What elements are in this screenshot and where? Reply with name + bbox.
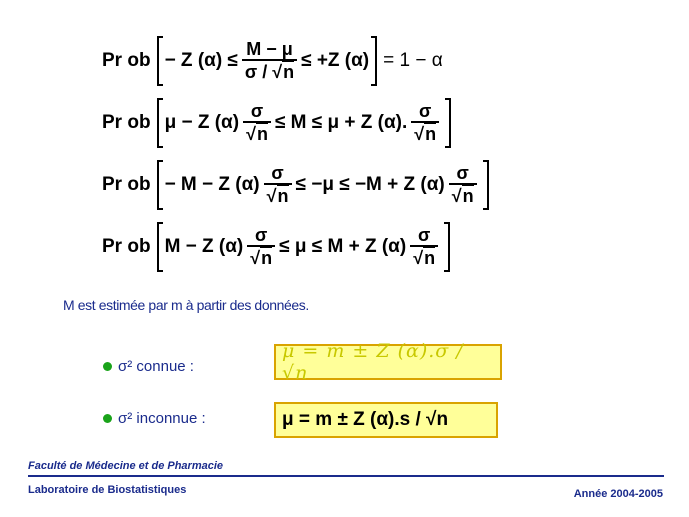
fraction [264, 163, 292, 207]
sqrt-symbol: √ [272, 62, 283, 82]
sqrt-radicand: n [256, 124, 268, 144]
known-variance-formula: μ = m ± Z (α).σ / √n [274, 344, 502, 380]
known-variance-label: σ² connue : [118, 358, 194, 375]
fraction [243, 101, 271, 145]
eq-mid: ≤ M ≤ μ + Z (α). [274, 112, 408, 133]
numerator: σ [419, 101, 432, 121]
numerator: σ [250, 101, 264, 121]
sqrt-symbol: √ [451, 186, 462, 206]
sqrt-radicand: n [261, 248, 273, 268]
eq-left: − M − Z (α) [164, 174, 260, 195]
sqrt-symbol: √ [250, 248, 261, 268]
unknown-variance-formula: μ = m ± Z (α).s / √n [274, 402, 498, 438]
sqrt-radicand: n [277, 186, 289, 206]
denominator [410, 245, 438, 269]
unknown-variance-label: σ² inconnue : [118, 410, 206, 427]
eq-right: ≤ +Z (α) [301, 50, 370, 71]
bracket [157, 98, 452, 148]
known-variance-row [103, 358, 194, 375]
fraction [242, 39, 297, 83]
footer-divider [28, 475, 664, 477]
equation-2 [102, 95, 457, 151]
eq-left: μ − Z (α) [164, 112, 240, 133]
faculty-label: Faculté de Médecine et de Pharmacie [28, 460, 224, 472]
denominator [243, 121, 271, 145]
sqrt-n [272, 61, 294, 83]
prob-label: Pr ob [102, 112, 151, 133]
denominator [411, 121, 439, 145]
prob-label: Pr ob [102, 236, 151, 257]
bracket [157, 222, 451, 272]
year-label: Année 2004-2005 [573, 488, 663, 500]
bullet-icon [103, 362, 112, 371]
sqrt-radicand: n [283, 62, 295, 82]
sqrt-symbol: √ [246, 124, 256, 144]
prob-label: Pr ob [102, 50, 151, 71]
estimation-text: M est estimée par m à partir des données. [63, 297, 309, 313]
denominator [247, 245, 275, 269]
denominator [242, 59, 297, 83]
eq-mid: ≤ −μ ≤ −M + Z (α) [295, 174, 445, 195]
eq-after: = 1 − α [383, 50, 443, 71]
eq-mid: ≤ μ ≤ M + Z (α) [279, 236, 407, 257]
eq-left: M − Z (α) [164, 236, 244, 257]
fraction [411, 101, 439, 145]
numerator: M − μ [246, 39, 293, 59]
unknown-variance-row [103, 410, 206, 427]
equation-1 [102, 33, 443, 89]
sqrt-symbol: √ [414, 124, 425, 144]
fraction [449, 163, 477, 207]
numerator: σ [417, 225, 431, 245]
den-prefix: σ / [244, 62, 268, 82]
numerator: σ [271, 163, 284, 183]
numerator: σ [456, 163, 469, 183]
sqrt-symbol: √ [266, 186, 277, 206]
sqrt-radicand: n [424, 248, 436, 268]
bullet-icon [103, 414, 112, 423]
fraction [247, 225, 275, 269]
sqrt-symbol: √ [413, 248, 424, 268]
eq-left: − Z (α) ≤ [164, 50, 238, 71]
equation-3 [102, 157, 495, 213]
lab-label: Laboratoire de Biostatistiques [28, 484, 187, 496]
numerator: σ [255, 225, 268, 245]
prob-label: Pr ob [102, 174, 151, 195]
fraction [410, 225, 438, 269]
bracket [157, 160, 489, 210]
denominator [449, 183, 477, 207]
denominator [264, 183, 292, 207]
sqrt-radicand: n [462, 186, 474, 206]
equation-4 [102, 219, 456, 275]
sqrt-radicand: n [425, 124, 437, 144]
bracket [157, 36, 378, 86]
